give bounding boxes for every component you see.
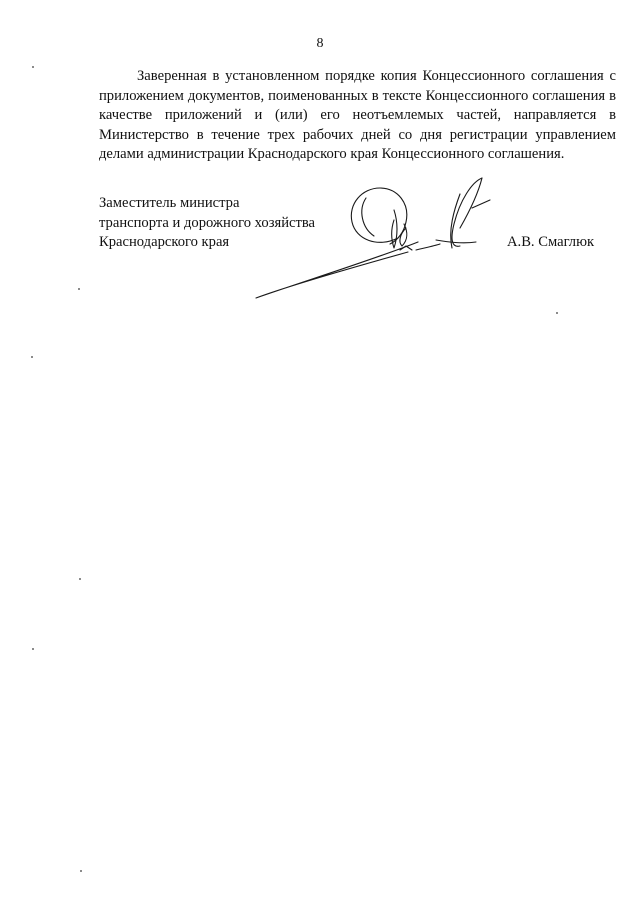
scan-speck xyxy=(32,66,34,68)
scan-speck xyxy=(80,870,82,872)
scan-speck xyxy=(78,288,80,290)
scan-speck xyxy=(556,312,558,314)
position-line: Заместитель министра xyxy=(99,195,240,211)
body-paragraph: Заверенная в установленном порядке копия Концессионного соглашения с приложением документов, поименованных в тексте Концессионного соглашения в качестве приложений и (или) его неотъемлемых частей, направляется в Министерство в течение трех рабочих дней со дня регистрации управлением делами администрации Краснодарского края Концессионного соглашения. xyxy=(99,68,616,162)
scan-speck xyxy=(31,356,33,358)
signatory-name: А.В. Смаглюк xyxy=(507,234,595,250)
page-number: 8 xyxy=(316,36,324,51)
scan-speck xyxy=(79,578,81,580)
position-line: Краснодарского края xyxy=(99,234,230,250)
scan-speck xyxy=(32,648,34,650)
position-line: транспорта и дорожного хозяйства xyxy=(99,214,316,231)
handwritten-signature xyxy=(248,170,498,308)
